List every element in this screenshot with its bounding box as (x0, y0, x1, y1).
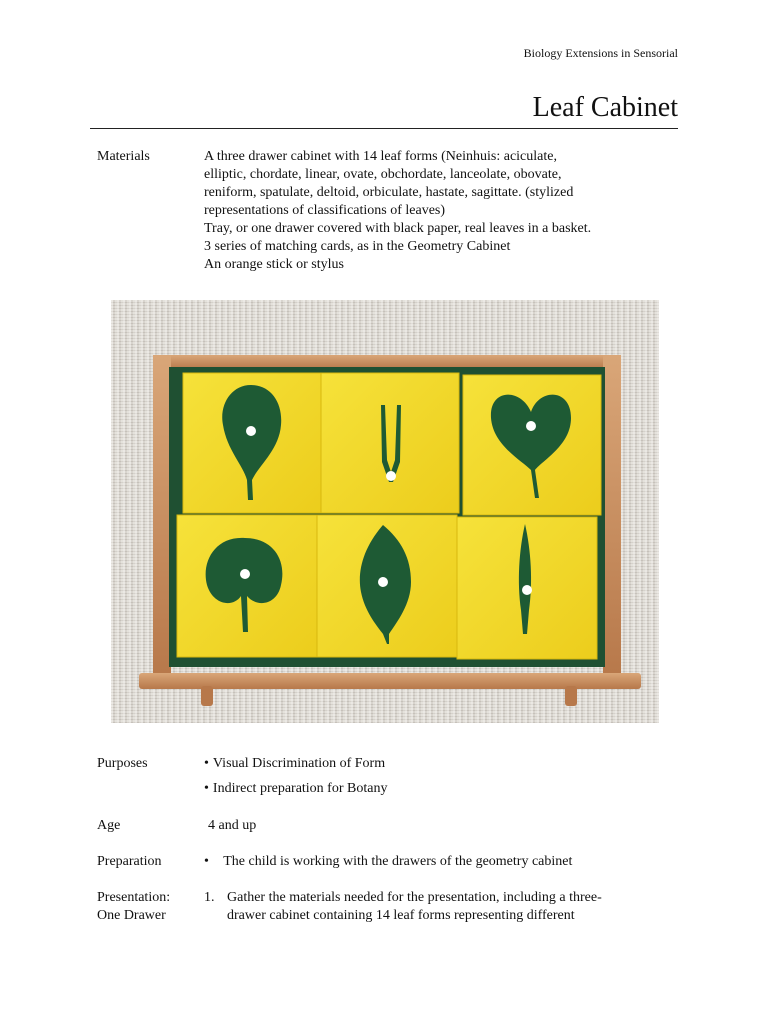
knob-icon (526, 421, 536, 431)
leaf-inset-panel (463, 375, 601, 515)
leaf-cabinet-drawer-photo (111, 300, 659, 723)
preparation-label: Preparation (97, 854, 162, 869)
page-title: Leaf Cabinet (532, 92, 678, 123)
drawer-knob-left (201, 686, 213, 706)
materials-line: A three drawer cabinet with 14 leaf forms (Neinhuis: aciculate, (204, 149, 557, 164)
presentation-label (97, 889, 197, 925)
step-text-line: drawer cabinet containing 14 leaf forms representing different (227, 908, 575, 923)
knob-icon (378, 577, 388, 587)
step-number: 1. (204, 890, 215, 905)
materials-line: An orange stick or stylus (204, 257, 344, 272)
knob-icon (240, 569, 250, 579)
presentation-label-line: One Drawer (97, 908, 166, 923)
leaf-inset-panel (317, 515, 457, 657)
purposes-label: Purposes (97, 756, 148, 771)
leaf-inset-panel (177, 515, 317, 657)
leaf-inset-panel (183, 373, 321, 513)
knob-icon (246, 426, 256, 436)
presentation-step (204, 889, 674, 925)
materials-line: Tray, or one drawer covered with black paper, real leaves in a basket. (204, 221, 592, 236)
leaf-inset-panel (321, 373, 459, 513)
purpose-item: • Visual Discrimination of Form (204, 755, 674, 780)
preparation-text: The child is working with the drawers of the geometry cabinet (223, 854, 573, 869)
running-header: Biology Extensions in Sensorial (523, 46, 678, 60)
age-label: Age (97, 818, 121, 833)
knob-icon (522, 585, 532, 595)
leaf-inset-panel (457, 517, 597, 659)
title-divider (90, 128, 678, 129)
purpose-item: • Indirect preparation for Botany (204, 780, 674, 805)
materials-list (204, 148, 674, 274)
purposes-list (204, 755, 674, 805)
materials-line: representations of classifications of leaves) (204, 203, 446, 218)
materials-label: Materials (97, 149, 150, 164)
drawer-knob-right (565, 686, 577, 706)
materials-line: reniform, spatulate, deltoid, orbiculate, hastate, sagittate. (stylized (204, 185, 574, 200)
age-value: 4 and up (208, 818, 257, 833)
knob-icon (386, 471, 396, 481)
bullet-icon: • (204, 854, 209, 869)
materials-line: elliptic, chordate, linear, ovate, obchordate, lanceolate, obovate, (204, 167, 562, 182)
presentation-label-line: Presentation: (97, 890, 171, 905)
step-text-line: Gather the materials needed for the presentation, including a three- (227, 890, 602, 905)
preparation-item (204, 853, 674, 871)
materials-line: 3 series of matching cards, as in the Geometry Cabinet (204, 239, 511, 254)
